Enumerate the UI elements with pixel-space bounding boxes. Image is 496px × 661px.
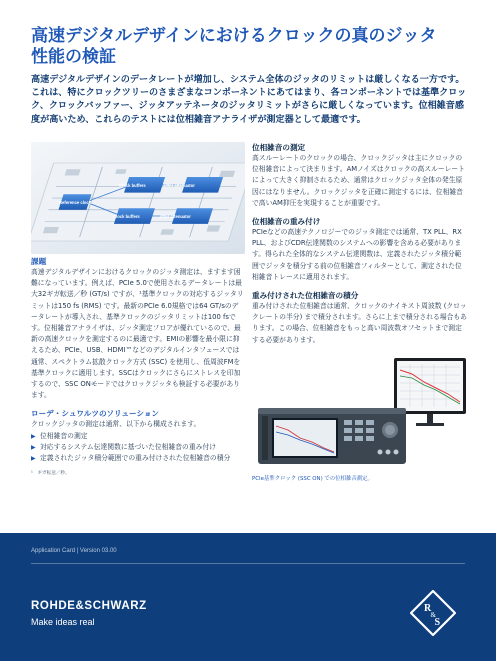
weighting-heading: 位相雑音の重み付け — [252, 217, 321, 227]
lead-paragraph: 高速デジタルデザインのデータレートが増加し、システム全体のジッタのリミットは厳しくなる一方です。これは、特にクロックツリーのさまざまなコンポーネントにあてはまり、各コンポーネントでは基準クロック、クロックバッファー、ジッタアッテネータのジッタリミットがさらに厳しくなっています。位相雑音感度が高いため、これらのテストには位相雑音アナライザが測定器として最適です。 — [31, 75, 467, 125]
photo-caption: PCIe基準クロック (SSC ON) での位相雑音測定。 — [252, 476, 373, 482]
left-column — [31, 256, 245, 476]
chip-label: Clock buffers — [113, 214, 140, 219]
chip-label: Clock buffers — [119, 183, 146, 188]
solution-intro: クロックジッタの測定は通常、以下から構成されます。 — [31, 420, 201, 429]
circuit-board-illustration — [31, 142, 245, 254]
solution-list — [31, 431, 245, 465]
svg-text:R: R — [424, 603, 432, 614]
rs-logo-icon — [410, 590, 456, 636]
footnote: ¹ ギガ転送／秒。 — [31, 471, 70, 477]
solution-heading: ローデ・シュワルツのソリューション — [31, 409, 160, 419]
arrow-bullet-icon: ▶ — [31, 443, 36, 451]
brand-name: ROHDE&SCHWARZ — [31, 600, 147, 612]
footer-divider — [31, 563, 465, 564]
svg-text:S: S — [434, 617, 441, 628]
chip-label: Jitter attenuator — [163, 183, 195, 188]
arrow-bullet-icon: ▶ — [31, 432, 36, 440]
list-item: ▶ 位相雑音の測定 — [31, 431, 245, 442]
circuit-board-graphic — [31, 142, 245, 254]
version-label: Application Card | Version 03.00 — [31, 548, 117, 554]
analyzer-graphic — [252, 352, 470, 470]
integration-body: 重み付けされた位相雑音は通常、クロックのナイキスト周波数 (クロックレートの半分) まで積分されます。さらに上まで積分される場合もあります。この場合、位相雑音をもっと高い周波数オフセットまで測定する必要があります。 — [252, 302, 467, 344]
list-item: ▶ 対応するシステム伝達関数に基づいた位相雑音の重み付け — [31, 442, 245, 453]
integration-heading: 重み付けされた位相雑音の積分 — [252, 291, 359, 301]
right-column — [252, 142, 468, 346]
challenge-heading: 課題 — [31, 257, 47, 266]
chip-label: Reference clock — [59, 200, 92, 205]
weighting-body: PCIeなどの高速テクノロジーでのジッタ測定では通常、TX PLL、RX PLL、およびCDR伝達関数のシステムへの影響を含める必要があります。得られた全体的なシステム伝達関数は、定義されたジッタ積分範囲でジッタを積分する前の位相雑音フィルターとして、測定された位相雑音トレースに適用されます。 — [252, 228, 462, 281]
challenge-body: 高速デジタルデザインにおけるクロックのジッタ測定は、ますます困難になっています。例えば、PCIe 5.0で使用されるデータレートは最大32ギガ転送／秒 (GT/s) ですが、¹基準クロックの対応するジッタリミットは150 fs (RMS) です。最新のPCIe 6.0規格では64 GT/sのデータレートが導入され、基準クロックのジッタリミットは100 fsです。位相雑音アナライザは、ジッタ測定フロアが優れているので、最新の高速クロックを測定するのに最適です。EMIの影響を最小限に抑えるため、PCIe、USB、HDMI™などのデジタルインタフェースでは通常、スペクトラム拡散クロック方式 (SSC) を使用し、低周波FMを基準クロックに適用します。SSCはクロックにさらにストレスを印加するので、SSC ONモードではクロックジッタも検証する必要があります。 — [31, 268, 244, 400]
chip-label: Jitter attenuator — [159, 214, 191, 219]
phase-noise-body: 高スルーレートのクロックの場合、クロックジッタは主にクロックの位相雑音によって決まります。AMノイズはクロックの高スルーレートによって大きく抑制されるため、通常はクロックジッタ全体の発生原因にはなりません。クロックジッタを正確に測定するには、位相雑音で高いAM抑圧を実現することが重要です。 — [252, 154, 465, 207]
analyzer-photo — [252, 352, 470, 470]
arrow-bullet-icon: ▶ — [31, 455, 36, 463]
svg-text:&: & — [430, 611, 436, 619]
list-item: ▶ 定義されたジッタ積分範囲での重み付けされた位相雑音の積分 — [31, 453, 245, 464]
phase-noise-heading: 位相雑音の測定 — [252, 143, 306, 152]
page-title: 高速デジタルデザインにおけるクロックの真のジッタ性能の検証 — [31, 26, 437, 67]
footer — [0, 533, 496, 661]
tagline: Make ideas real — [31, 617, 95, 627]
